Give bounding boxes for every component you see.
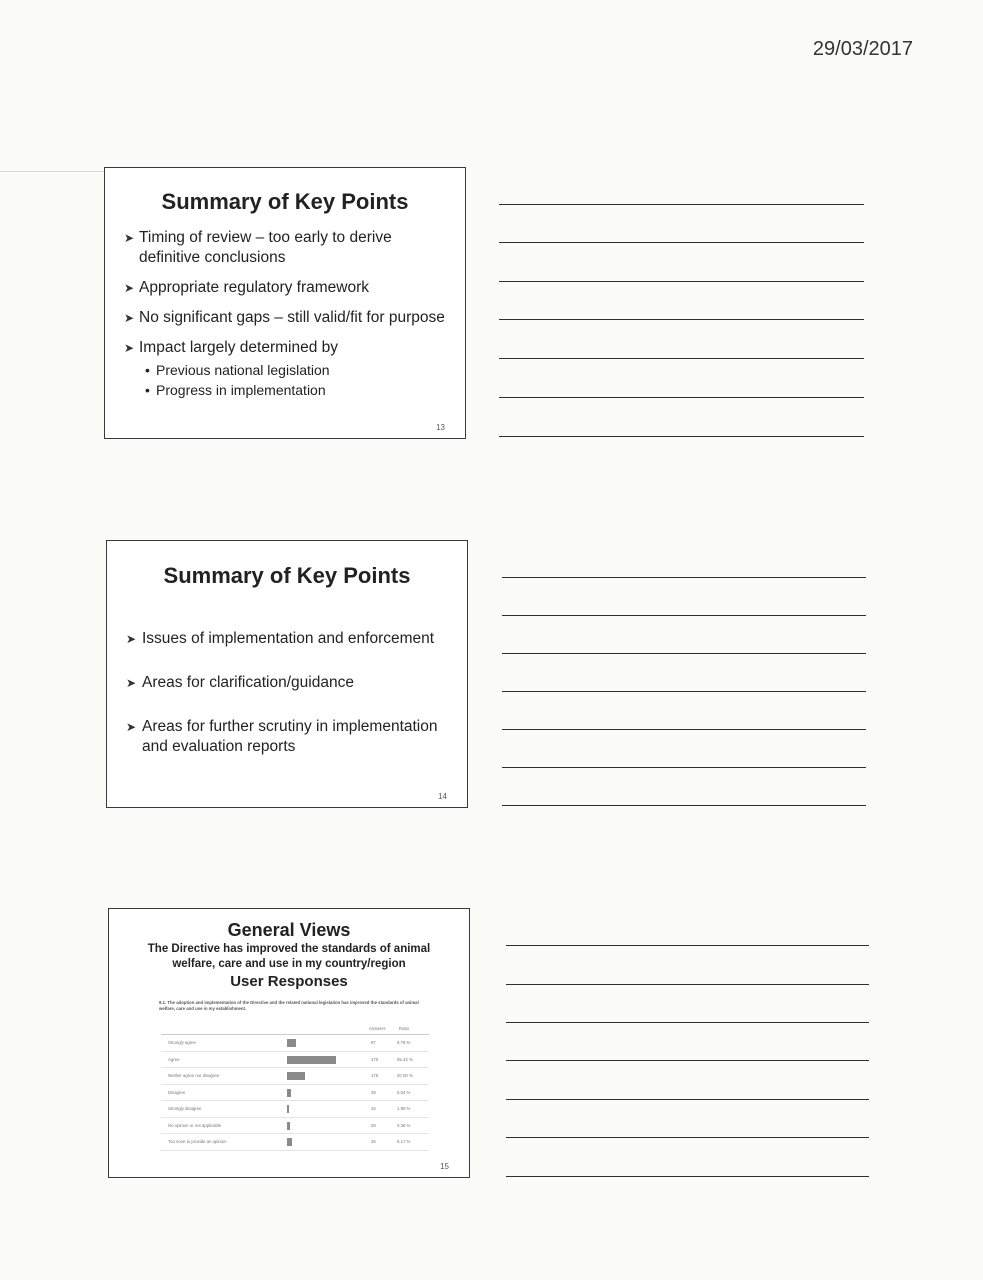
response-bar	[287, 1056, 336, 1064]
ratio-column-header: Ratio	[399, 1026, 410, 1031]
response-answers: 87	[371, 1040, 376, 1045]
arrow-bullet-icon: ➤	[124, 341, 135, 355]
note-line	[506, 1022, 869, 1023]
response-label: Strongly disagree	[168, 1106, 202, 1111]
note-line	[502, 729, 866, 730]
response-chart	[161, 1025, 429, 1151]
response-table-header	[161, 1025, 429, 1035]
response-ratio: 5.17 %	[397, 1139, 411, 1144]
note-line	[502, 615, 866, 616]
response-row	[161, 1068, 429, 1085]
arrow-bullet-icon: ➤	[126, 720, 137, 734]
slide-15	[108, 908, 470, 1178]
note-line	[506, 1176, 869, 1177]
response-ratio: 9.79 %	[397, 1040, 411, 1045]
response-answers: 39	[371, 1089, 376, 1095]
note-line	[502, 767, 866, 768]
note-line	[506, 1060, 869, 1061]
response-bar-track	[287, 1089, 357, 1097]
response-bar-track	[287, 1105, 357, 1113]
slide-number: 13	[436, 423, 445, 432]
answers-column-header: Answers	[369, 1026, 386, 1031]
arrow-bullet-icon: ➤	[124, 311, 135, 325]
slide-14	[106, 540, 468, 808]
response-label: Strongly agree	[168, 1040, 196, 1045]
dot-bullet-icon: •	[145, 382, 150, 398]
response-answers: 176	[371, 1073, 379, 1078]
dot-bullet-icon: •	[145, 362, 150, 378]
note-line	[499, 281, 864, 282]
response-ratio: 3.36 %	[397, 1122, 411, 1128]
slide-number: 14	[438, 792, 447, 801]
response-row	[161, 1085, 429, 1102]
note-line	[502, 653, 866, 654]
bullet-item: ➤ Areas for further scrutiny in implementation and evaluation reports	[126, 718, 438, 755]
bullet-list	[107, 629, 467, 757]
response-answers: 470	[371, 1056, 379, 1062]
note-line	[499, 436, 864, 437]
response-ratio: 20.00 %	[397, 1073, 413, 1078]
response-label: No opinion or not applicable	[168, 1122, 222, 1128]
note-line	[506, 984, 869, 985]
response-row	[161, 1035, 429, 1052]
slide-title: General Views	[227, 920, 351, 940]
note-line	[502, 577, 866, 578]
note-line	[506, 945, 869, 946]
scan-artifact-line	[0, 171, 104, 172]
response-bar	[287, 1105, 289, 1113]
note-line	[506, 1137, 869, 1138]
bullet-item: ➤ Issues of implementation and enforcement	[126, 630, 435, 647]
response-label: Too soon to provide an opinion	[168, 1139, 227, 1144]
response-answers: 29	[371, 1122, 376, 1128]
response-bar	[287, 1122, 290, 1130]
response-answers: 45	[371, 1139, 376, 1144]
response-bar	[287, 1138, 292, 1146]
note-line	[499, 242, 864, 243]
response-bar-track	[287, 1039, 357, 1047]
arrow-bullet-icon: ➤	[126, 676, 137, 690]
response-bar	[287, 1089, 291, 1097]
note-line	[502, 805, 866, 806]
response-row	[161, 1134, 429, 1151]
bullet-item: ➤ Timing of review – too early to derive definitive conclusions	[124, 229, 392, 266]
response-ratio: 55.43 %	[397, 1056, 413, 1062]
print-date: 29/03/2017	[812, 38, 913, 60]
slide-title: Summary of Key Points	[161, 189, 409, 214]
response-bar-track	[287, 1056, 357, 1064]
slide-13	[104, 167, 466, 439]
response-bar	[287, 1039, 296, 1047]
bullet-item: ➤ Appropriate regulatory framework	[124, 279, 370, 296]
note-line	[499, 358, 864, 359]
response-row	[161, 1052, 429, 1069]
response-bar-track	[287, 1122, 357, 1130]
response-label: Neither agree nor disagree	[168, 1073, 220, 1078]
response-label: Disagree	[168, 1089, 186, 1095]
response-bar-track	[287, 1072, 357, 1080]
response-ratio: 1.89 %	[397, 1106, 411, 1111]
response-row	[161, 1118, 429, 1135]
bullet-list	[105, 228, 465, 400]
bullet-item: ➤ Impact largely determined by • Previous national legislation • Progress in implementation	[105, 338, 465, 400]
survey-question: 9.1. The adoption and implementation of the Directive and the related national legislation has improved the standards of animal welfare, care and use in my establishment.	[159, 1000, 419, 1011]
slide-heading: User Responses	[230, 973, 348, 990]
response-bar-track	[287, 1138, 357, 1146]
arrow-bullet-icon: ➤	[126, 632, 137, 646]
sub-bullet-list	[139, 360, 449, 400]
response-answers: 16	[371, 1106, 376, 1111]
note-line	[499, 319, 864, 320]
note-line	[499, 397, 864, 398]
bullet-item: ➤ Areas for clarification/guidance	[126, 674, 354, 691]
arrow-bullet-icon: ➤	[124, 231, 135, 245]
sub-bullet-item: • Progress in implementation	[145, 382, 326, 398]
slide-subtitle: The Directive has improved the standards of animal welfare, care and use in my country/region	[147, 943, 431, 970]
response-ratio: 5.04 %	[397, 1089, 411, 1095]
slide-title: Summary of Key Points	[163, 563, 411, 588]
arrow-bullet-icon: ➤	[124, 281, 135, 295]
note-line	[499, 204, 864, 205]
note-line	[502, 691, 866, 692]
slide-number: 15	[440, 1162, 449, 1171]
response-row	[161, 1101, 429, 1118]
sub-bullet-item: • Previous national legislation	[145, 362, 330, 378]
response-label: Agree	[168, 1056, 180, 1062]
note-line	[506, 1099, 869, 1100]
response-bar	[287, 1072, 305, 1080]
bullet-item: ➤ No significant gaps – still valid/fit for purpose	[124, 309, 445, 326]
